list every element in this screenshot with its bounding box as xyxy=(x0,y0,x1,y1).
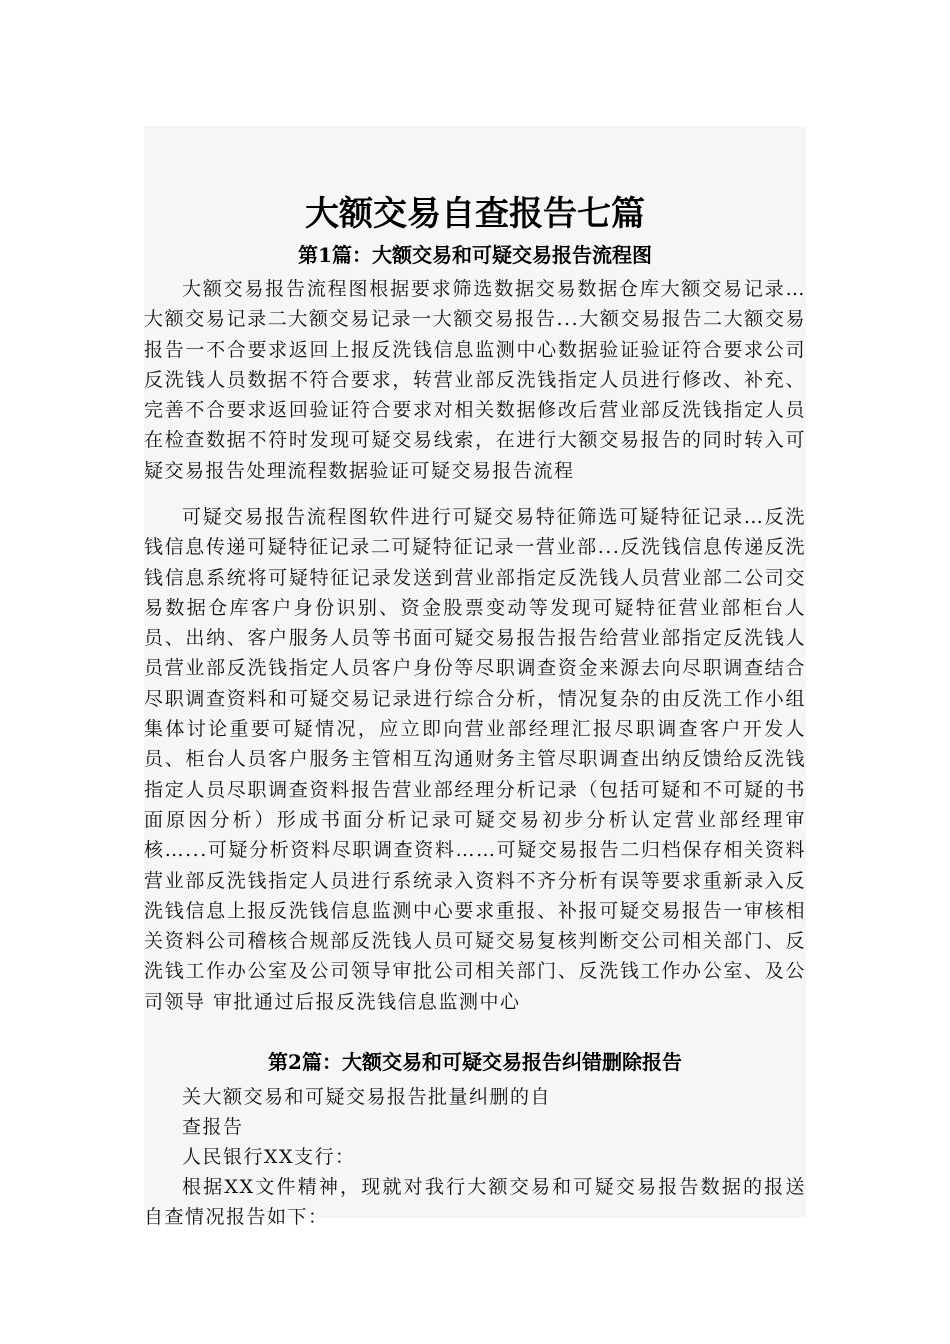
section-1-paragraph-1: 大额交易报告流程图根据要求筛选数据交易数据仓库大额交易记录…大额交易记录二大额交易记录一大额交易报告...大额交易报告二大额交易报告一不合要求返回上报反洗钱信息监测中心数据验证验证符合要求公司反洗钱人员数据不符合要求，转营业部反洗钱指定人员进行修改、补充、完善不合要求返回验证符合要求对相关数据修改后营业部反洗钱指定人员在检查数据不符时发现可疑交易线索，在进行大额交易报告的同时转入可疑交易报告处理流程数据验证可疑交易报告流程 xyxy=(144,278,806,482)
section-2-heading: 第2篇：大额交易和可疑交易报告纠错删除报告 xyxy=(268,1050,682,1074)
section-2-line-2: 查报告 xyxy=(182,1116,244,1138)
document-page xyxy=(144,126,806,1229)
section-2-line-4: 根据XX文件精神，现就对我行大额交易和可疑交易报告数据的报送自查情况报告如下： xyxy=(144,1176,806,1229)
section-1-heading: 第1篇：大额交易和可疑交易报告流程图 xyxy=(298,243,652,267)
section-1-paragraph-2: 可疑交易报告流程图软件进行可疑交易特征筛选可疑特征记录…反洗钱信息传递可疑特征记录二可疑特征记录一营业部...反洗钱信息传递反洗钱信息系统将可疑特征记录发送到营业部指定反洗钱人员营业部二公司交易数据仓库客户身份识别、资金股票变动等发现可疑特征营业部柜台人员、出纳、客户服务人员等书面可疑交易报告报告给营业部指定反洗钱人员营业部反洗钱指定人员客户身份等尽职调查资金来源去向尽职调查结合尽职调查资料和可疑交易记录进行综合分析，情况复杂的由反洗工作小组集体讨论重要可疑情况，应立即向营业部经理汇报尽职调查客户开发人员、柜台人员客户服务主管相互沟通财务主管尽职调查出纳反馈给反洗钱指定人员尽职调查资料报告营业部经理分析记录（包括可疑和不可疑的书面原因分析）形成书面分析记录可疑交易初步分析认定营业部经理审核…...可疑分析资料尽职调查资料……可疑交易报告二归档保存相关资料营业部反洗钱指定人员进行系统录入资料不齐分析有误等要求重新录入反洗钱信息上报反洗钱信息监测中心要求重报、补报可疑交易报告一审核相关资料公司稽核合规部反洗钱人员可疑交易复核判断交公司相关部门、反洗钱工作办公室及公司领导审批公司相关部门、反洗钱工作办公室、及公司领导 审批通过后报反洗钱信息监测中心 xyxy=(144,506,806,1013)
section-2-line-3: 人民银行XX支行： xyxy=(182,1146,356,1168)
section-2-line-1: 关大额交易和可疑交易报告批量纠删的自 xyxy=(182,1086,552,1108)
document-title: 大额交易自查报告七篇 xyxy=(305,194,645,234)
